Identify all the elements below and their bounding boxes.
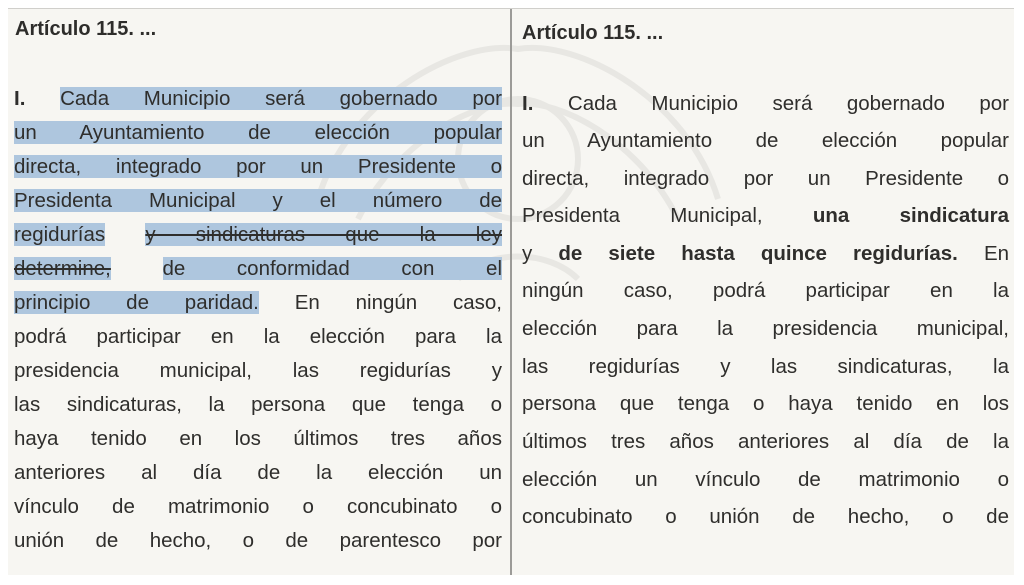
highlighted-text: de conformidad con el	[162, 257, 502, 280]
text-line: últimos tres años anteriores al día de la	[522, 430, 1009, 453]
text-line: elección un vínculo de matrimonio o	[522, 468, 1009, 491]
text-line: las regidurías y las sindicaturas, la	[522, 355, 1009, 378]
highlighted-text: regidurías	[14, 223, 106, 246]
text-line	[14, 257, 502, 281]
bold-text: una sindicatura	[812, 204, 1009, 227]
text-line: podrá participar en la elección para la	[14, 325, 502, 348]
struck-text: y sindicaturas que la ley	[145, 223, 502, 246]
text-line: haya tenido en los últimos tres años	[14, 427, 502, 450]
bold-text: de siete hasta quince regidurías.	[558, 242, 958, 265]
document-scan	[8, 8, 1014, 575]
highlighted-text: principio de paridad.	[14, 291, 259, 314]
text-line: elección para la presidencia municipal,	[522, 317, 1009, 340]
text-line	[14, 87, 502, 111]
text-line: un Ayuntamiento de elección popular	[522, 129, 1009, 152]
text-line: unión de hecho, o de parentesco por	[14, 529, 502, 552]
text-line: concubinato o unión de hecho, o de	[522, 505, 1009, 528]
highlighted-text: Cada Municipio será gobernado por	[60, 87, 502, 110]
fraction-number: I.	[522, 92, 534, 115]
text-line	[14, 155, 502, 179]
text-line: persona que tenga o haya tenido en los	[522, 392, 1009, 415]
text-line	[14, 189, 502, 213]
article-heading: Artículo 115. ...	[15, 18, 157, 40]
text-line: Presidenta Municipal, una sindicatura	[522, 204, 1009, 227]
text-line: presidencia municipal, las regidurías y	[14, 359, 502, 382]
text-line: I. Cada Municipio será gobernado por	[522, 92, 1009, 115]
current-text-column	[8, 9, 508, 575]
text-line: ningún caso, podrá participar en la	[522, 279, 1009, 302]
highlighted-text: directa, integrado por un Presidente o	[14, 155, 502, 178]
text-line: directa, integrado por un Presidente o	[522, 167, 1009, 190]
article-heading: Artículo 115. ...	[522, 22, 664, 44]
text-line: vínculo de matrimonio o concubinato o	[14, 495, 502, 518]
text-line: anteriores al día de la elección un	[14, 461, 502, 484]
fraction-number: I.	[14, 87, 26, 110]
highlighted-text: un Ayuntamiento de elección popular	[14, 121, 502, 144]
text-line	[14, 223, 502, 247]
text-line: las sindicaturas, la persona que tenga o	[14, 393, 502, 416]
text-line	[14, 121, 502, 145]
struck-text: determine,	[14, 257, 111, 280]
text-line: principio de paridad. En ningún caso,	[14, 291, 502, 314]
highlighted-text: Presidenta Municipal y el número de	[14, 189, 502, 212]
text-line: y de siete hasta quince regidurías. En	[522, 242, 1010, 265]
proposed-text-column	[512, 9, 1014, 575]
